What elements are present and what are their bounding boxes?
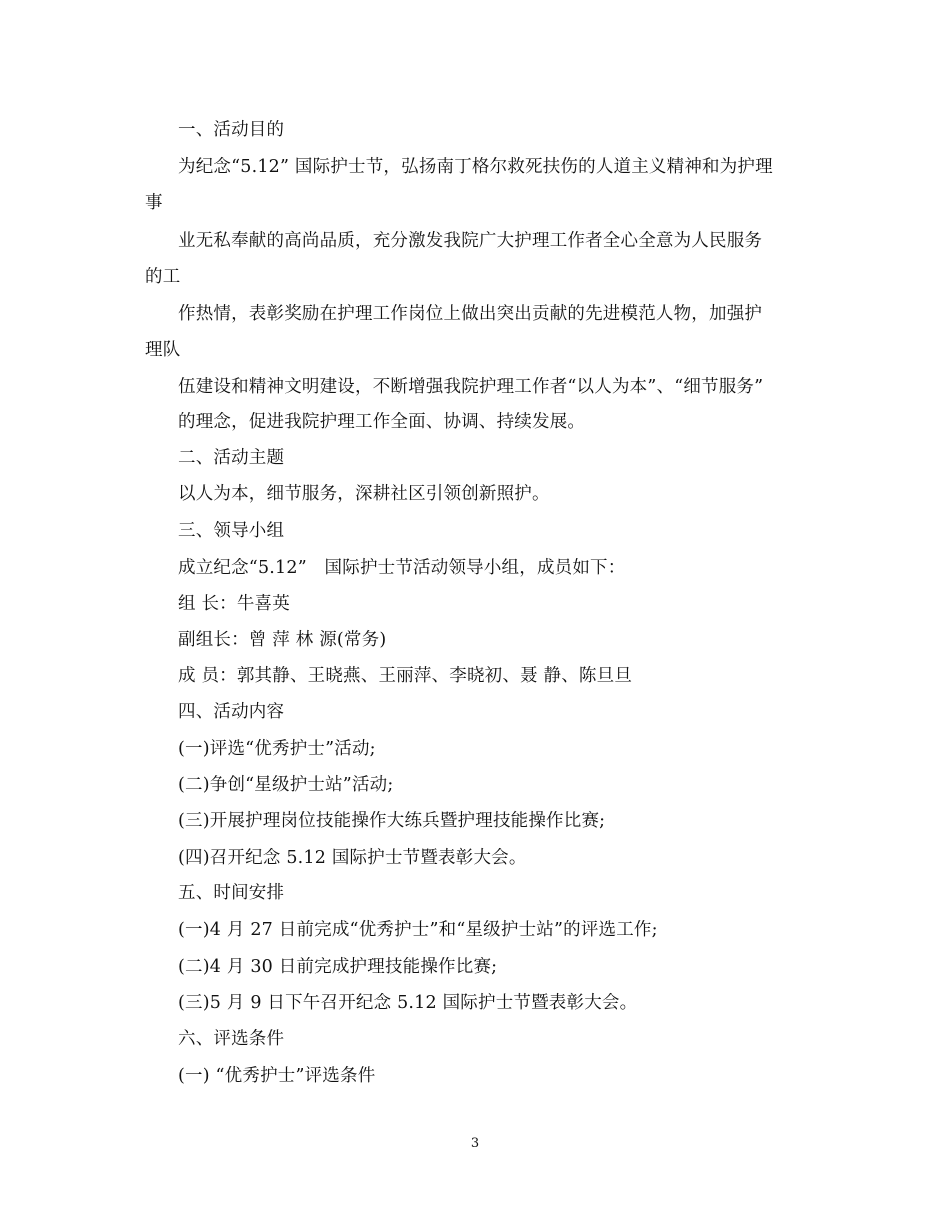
list-item: (三)开展护理岗位技能操作大练兵暨护理技能操作比赛; bbox=[178, 811, 606, 831]
heading-activity-theme: 二、活动主题 bbox=[178, 448, 285, 468]
list-item: (四)召开纪念 5.12 国际护士节暨表彰大会。 bbox=[178, 848, 527, 868]
paragraph-line: 以人为本，细节服务，深耕社区引领创新照护。 bbox=[178, 484, 550, 504]
list-item: (二)争创“星级护士站”活动; bbox=[178, 775, 394, 795]
paragraph-line: 成 员：郭其静、王晓燕、王丽萍、李晓初、聂 静、陈旦旦 bbox=[178, 666, 633, 686]
page-number: 3 bbox=[470, 1136, 480, 1151]
heading-schedule: 五、时间安排 bbox=[178, 883, 285, 903]
heading-activity-purpose: 一、活动目的 bbox=[178, 120, 285, 140]
heading-activity-content: 四、活动内容 bbox=[178, 702, 285, 722]
paragraph-line: 事 bbox=[145, 193, 163, 213]
paragraph-line: 业无私奉献的高尚品质，充分激发我院广大护理工作者全心全意为人民服务 bbox=[178, 231, 763, 251]
paragraph-line: 的理念，促进我院护理工作全面、协调、持续发展。 bbox=[178, 412, 586, 432]
heading-selection-criteria: 六、评选条件 bbox=[178, 1029, 285, 1049]
list-item: (一)4 月 27 日前完成“优秀护士”和“星级护士站”的评选工作; bbox=[178, 920, 658, 940]
list-item: (一)评选“优秀护士”活动; bbox=[178, 739, 376, 759]
paragraph-line: 组 长：牛喜英 bbox=[178, 594, 290, 614]
list-item: (三)5 月 9 日下午召开纪念 5.12 国际护士节暨表彰大会。 bbox=[178, 993, 638, 1013]
list-item: (二)4 月 30 日前完成护理技能操作比赛; bbox=[178, 957, 498, 977]
paragraph-line: 伍建设和精神文明建设，不断增强我院护理工作者“以人为本”、“细节服务” bbox=[178, 377, 764, 397]
heading-leadership-group: 三、领导小组 bbox=[178, 521, 285, 541]
paragraph-line: 的工 bbox=[145, 267, 181, 287]
paragraph-line: 作热情，表彰奖励在护理工作岗位上做出突出贡献的先进模范人物，加强护 bbox=[178, 304, 763, 324]
paragraph-line: 成立纪念“5.12” 国际护士节活动领导小组，成员如下： bbox=[178, 558, 626, 578]
paragraph-line: 理队 bbox=[145, 340, 181, 360]
paragraph-line: 为纪念“5.12” 国际护士节，弘扬南丁格尔救死扶伤的人道主义精神和为护理 bbox=[178, 157, 773, 177]
paragraph-line: 副组长：曾 萍 林 源(常务) bbox=[178, 630, 387, 650]
list-item: (一) “优秀护士”评选条件 bbox=[178, 1066, 376, 1086]
